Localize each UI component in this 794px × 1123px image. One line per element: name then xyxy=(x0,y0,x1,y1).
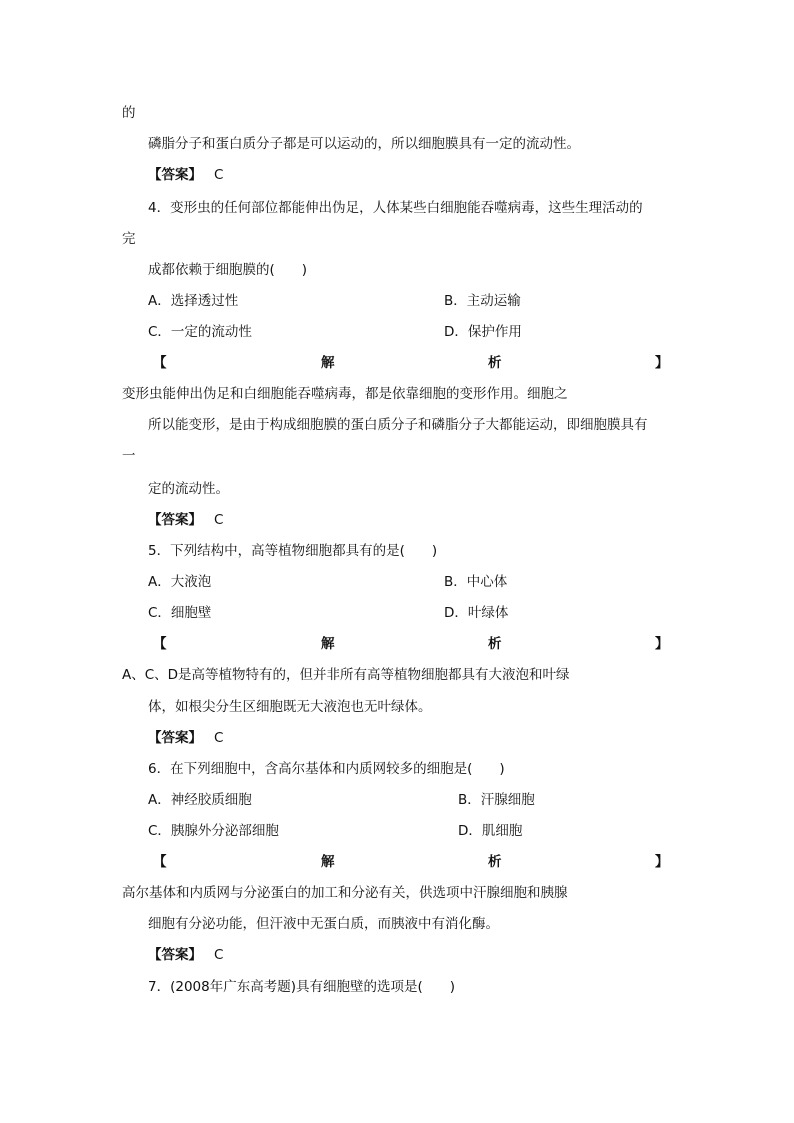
text-line: 细胞有分泌功能，但汗液中无蛋白质，而胰液中有消化酶。 xyxy=(148,916,499,932)
text-line: 变形虫能伸出伪足和白细胞能吞噬病毒，都是依靠细胞的变形作用。细胞之 xyxy=(122,386,568,402)
answer-label: 【答案】 xyxy=(148,167,202,183)
option-d: D．肌细胞 xyxy=(458,823,523,839)
option-b: B．中心体 xyxy=(444,574,508,590)
option-b: B．主动运输 xyxy=(444,293,521,309)
text-line: 高尔基体和内质网与分泌蛋白的加工和分泌有关，供选项中汗腺细胞和胰腺 xyxy=(122,885,568,901)
question-4: 4．变形虫的任何部位都能伸出伪足，人体某些白细胞能吞噬病毒，这些生理活动的 xyxy=(148,200,643,216)
option-b: B．汗腺细胞 xyxy=(458,792,535,808)
answer-label: 【答案】 xyxy=(148,512,202,528)
answer-value: C xyxy=(214,167,224,183)
answer-line xyxy=(148,511,223,529)
text-line: 体，如根尖分生区细胞既无大液泡也无叶绿体。 xyxy=(148,699,432,715)
bracket-open: 【 xyxy=(153,355,167,371)
analysis-char: 解 xyxy=(321,355,335,371)
option-a: A．大液泡 xyxy=(148,574,212,590)
bracket-close: 】 xyxy=(655,636,669,652)
option-c: C．一定的流动性 xyxy=(148,324,252,340)
text-line: A、C、D是高等植物特有的，但并非所有高等植物细胞都具有大液泡和叶绿 xyxy=(122,667,570,683)
option-c: C．细胞壁 xyxy=(148,605,212,621)
bracket-open: 【 xyxy=(153,854,167,870)
answer-label: 【答案】 xyxy=(148,947,202,963)
text-line: 成都依赖于细胞膜的( ) xyxy=(148,262,308,278)
answer-line xyxy=(148,946,223,964)
analysis-char: 析 xyxy=(488,636,502,652)
option-d: D．保护作用 xyxy=(444,324,522,340)
analysis-char: 析 xyxy=(488,854,502,870)
answer-value: C xyxy=(214,512,224,528)
bracket-close: 】 xyxy=(655,854,669,870)
text-line: 所以能变形，是由于构成细胞膜的蛋白质分子和磷脂分子大都能运动，即细胞膜具有 xyxy=(148,417,648,433)
option-a: A．选择透过性 xyxy=(148,293,239,309)
answer-line xyxy=(148,729,223,747)
option-d: D．叶绿体 xyxy=(444,605,509,621)
option-a: A．神经胶质细胞 xyxy=(148,792,252,808)
bracket-close: 】 xyxy=(655,355,669,371)
text-line: 磷脂分子和蛋白质分子都是可以运动的，所以细胞膜具有一定的流动性。 xyxy=(148,136,580,152)
answer-line xyxy=(148,166,223,184)
text-line: 的 xyxy=(122,105,136,121)
bracket-open: 【 xyxy=(153,636,167,652)
option-c: C．胰腺外分泌部细胞 xyxy=(148,823,279,839)
text-line: 完 xyxy=(122,231,136,247)
question-5: 5．下列结构中，高等植物细胞都具有的是( ) xyxy=(148,543,438,559)
answer-value: C xyxy=(214,947,224,963)
text-line: 一 xyxy=(122,448,136,464)
text-line: 定的流动性。 xyxy=(148,481,229,497)
answer-label: 【答案】 xyxy=(148,730,202,746)
analysis-char: 解 xyxy=(321,636,335,652)
question-6: 6．在下列细胞中，含高尔基体和内质网较多的细胞是( ) xyxy=(148,761,505,777)
analysis-char: 解 xyxy=(321,854,335,870)
analysis-char: 析 xyxy=(488,355,502,371)
answer-value: C xyxy=(214,730,224,746)
question-7: 7．(2008年广东高考题)具有细胞壁的选项是( ) xyxy=(148,979,456,995)
